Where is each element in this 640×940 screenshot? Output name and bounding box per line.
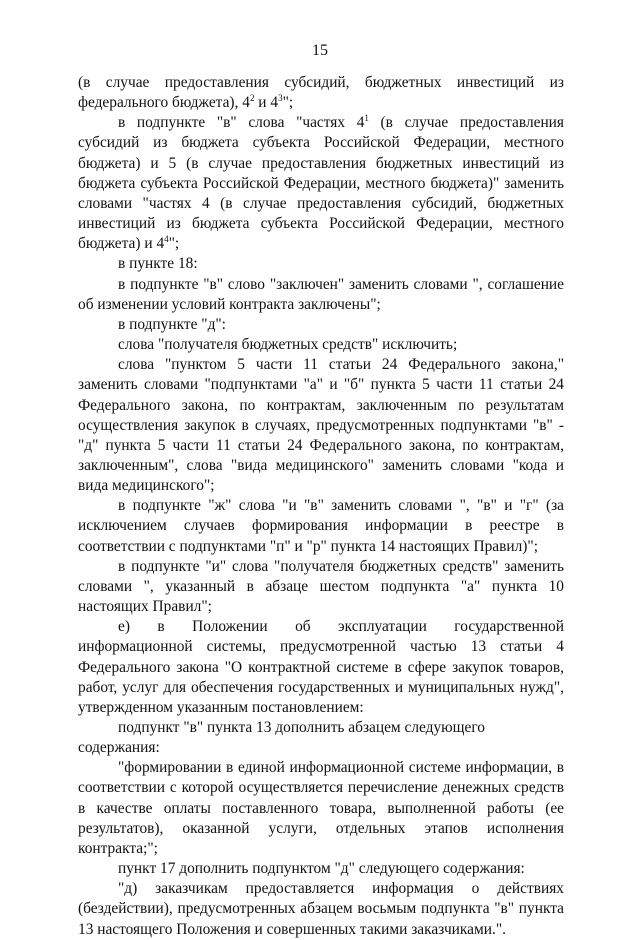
text-run: в подпункте "в" слово "заключен" заменить словами ", соглашение об изменении условий контракта заключены"; bbox=[78, 275, 564, 313]
text-run: пункт 17 дополнить подпунктом "д" следующего содержания: bbox=[118, 860, 525, 878]
paragraph bbox=[78, 73, 564, 113]
text-run: слова "получателя бюджетных средств" исключить; bbox=[118, 336, 458, 354]
text-run: (в случае предоставления субсидий из бюджета субъекта Российской Федерации, местного бюджета) и 5 (в случае предоставления бюджетных инвестиций из бюджета субъекта Российской Федерации, местного бюджета)" заменить словами "частях 4 (в случае предоставления субсидий, бюджетных инвестиций из бюджета субъекта Российской Федерации, местного бюджета) и 4 bbox=[78, 114, 565, 253]
superscript: 3 bbox=[278, 93, 283, 104]
text-run: подпункт "в" пункта 13 дополнить абзацем следующего содержания: bbox=[78, 719, 485, 757]
page-number: 15 bbox=[312, 42, 328, 59]
text-run: (в случае предоставления субсидий, бюджетных инвестиций из федерального бюджета), 4 bbox=[78, 74, 564, 112]
superscript: 2 bbox=[249, 93, 255, 104]
superscript: 4 bbox=[164, 234, 169, 245]
paragraph bbox=[78, 254, 564, 274]
superscript: 1 bbox=[364, 113, 369, 124]
paragraph bbox=[78, 355, 564, 496]
paragraph bbox=[78, 113, 564, 254]
paragraph bbox=[78, 758, 564, 859]
paragraph bbox=[78, 275, 564, 315]
text-run: "формировании в единой информационной системе информации, в соответствии с которой осуществляется перечисление денежных средств в качестве оплаты поставленного товара, выполненной работы (ее результатов), оказанной услуги, отдельных этапов исполнения контракта;"; bbox=[78, 759, 564, 857]
paragraph bbox=[78, 315, 564, 335]
paragraph bbox=[78, 617, 564, 718]
paragraph bbox=[78, 718, 564, 758]
text-run: "; bbox=[168, 235, 180, 253]
text-run: в подпункте "д": bbox=[118, 315, 226, 333]
paragraph bbox=[78, 557, 564, 617]
paragraph bbox=[78, 496, 564, 556]
paragraph bbox=[78, 879, 564, 939]
text-run: "д) заказчикам предоставляется информация о действиях (бездействии), предусмотренных абзацем восьмым подпункта "в" пункта 13 настоящего Положения и совершенных такими заказчиками.". bbox=[78, 880, 564, 938]
text-run: "; bbox=[282, 94, 294, 112]
document-body bbox=[78, 73, 564, 940]
text-run: слова "пунктом 5 части 11 статьи 24 Федерального закона," заменить словами "подпунктами "а" и "б" пункта 5 части 11 статьи 24 Федерального закона, по контрактам, заключенным по результатам осуществления закупок в случаях, предусмотренных подпунктами "в" - "д" пункта 5 части 11 статьи 24 Федерального закона, по контрактам, заключенным", слова "вида медицинского" заменить словами "кода и вида медицинского"; bbox=[78, 356, 564, 495]
text-run: и 4 bbox=[254, 94, 279, 112]
paragraph bbox=[78, 859, 564, 879]
text-run: в подпункте "ж" слова "и "в" заменить словами ", "в" и "г" (за исключением случаев формирования информации в реестре в соответствии с подпунктами "п" и "р" пункта 14 настоящих Правил)"; bbox=[78, 497, 564, 555]
text-run: в пункте 18: bbox=[118, 255, 198, 273]
text-run: е) в Положении об эксплуатации государственной информационной системы, предусмотренной частью 13 статьи 4 Федерального закона "О контрактной системе в сфере закупок товаров, работ, услуг для обеспечения государственных и муниципальных нужд", утвержденном указанным постановлением: bbox=[78, 618, 564, 716]
text-run: в подпункте "в" слова "частях 4 bbox=[118, 114, 365, 132]
text-run: в подпункте "и" слова "получателя бюджетных средств" заменить словами ", указанный в абзаце шестом подпункта "а" пункта 10 настоящих Правил"; bbox=[78, 557, 564, 616]
paragraph bbox=[78, 335, 564, 355]
